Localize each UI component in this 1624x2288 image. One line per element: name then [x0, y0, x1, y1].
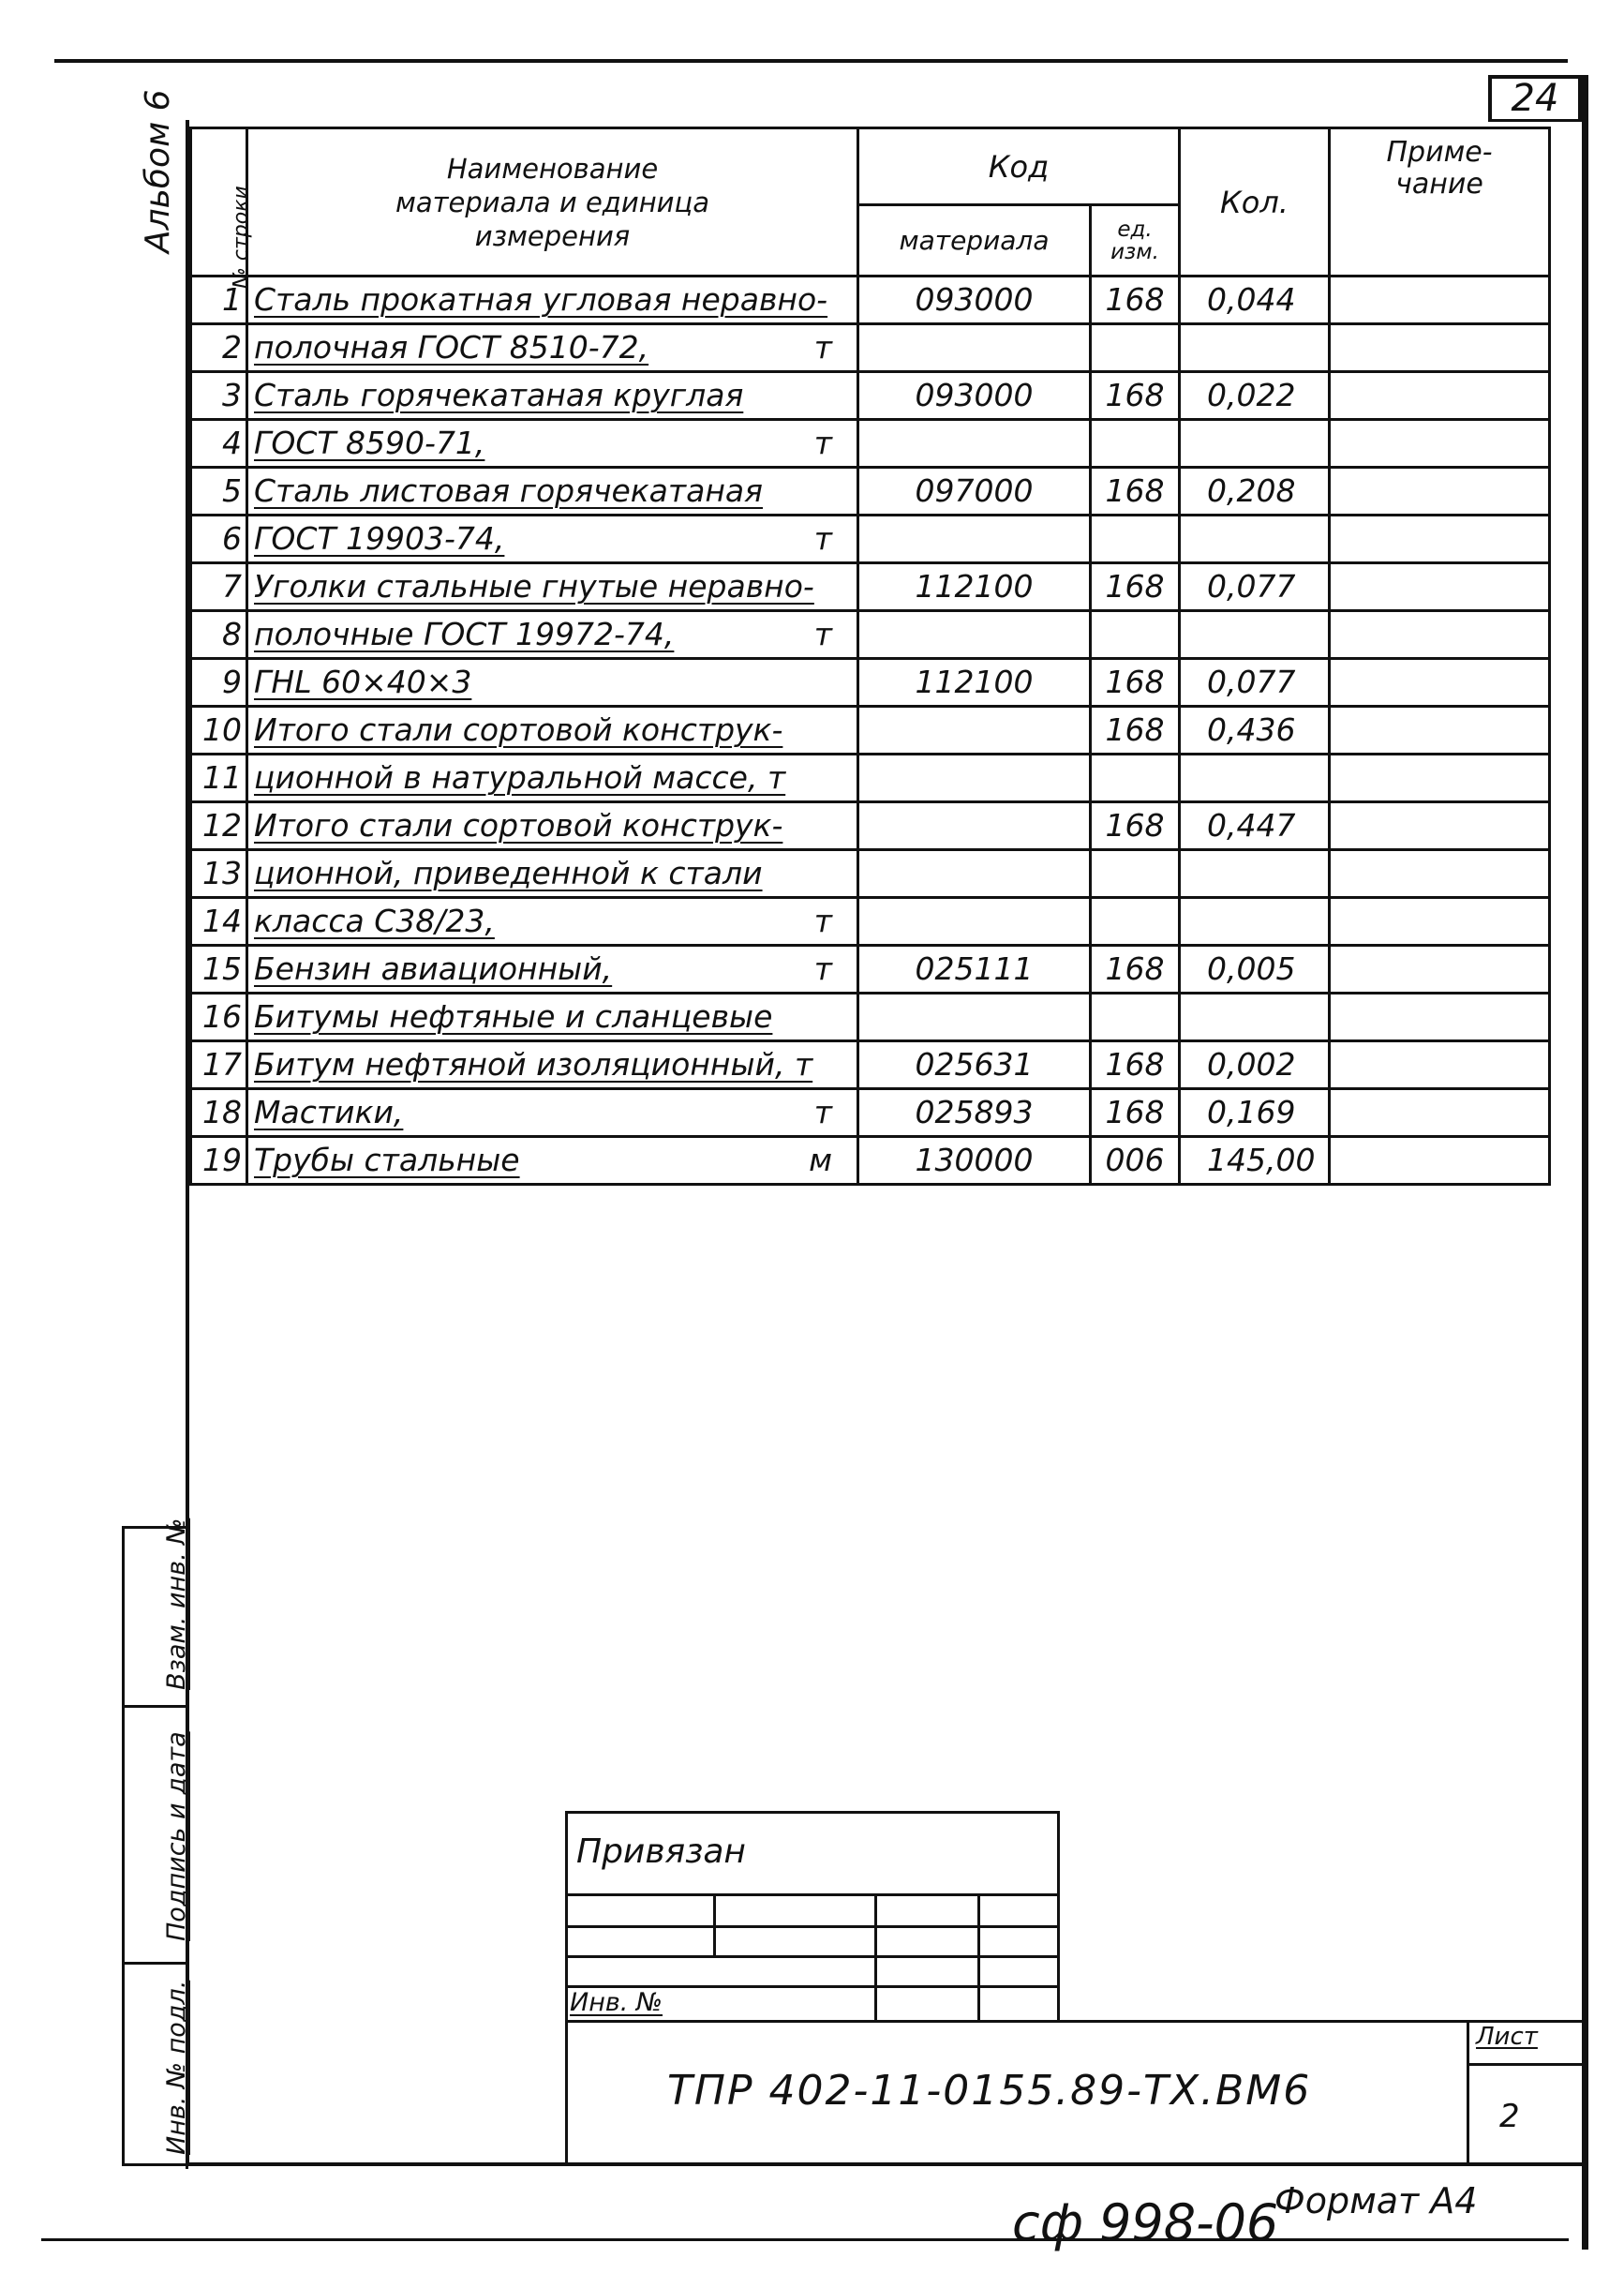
table-row	[191, 563, 1550, 611]
quantity-cell: 145,00	[1180, 1137, 1330, 1185]
sheet-number: 24	[1511, 77, 1559, 120]
row-number-cell: 10	[191, 707, 247, 755]
quantity-cell	[1180, 755, 1330, 802]
note-cell	[1330, 372, 1550, 420]
unit-code-cell	[1091, 850, 1180, 898]
quantity-cell	[1180, 516, 1330, 563]
unit-mark: т	[813, 903, 832, 939]
note-cell	[1330, 1089, 1550, 1137]
material-code-cell	[858, 324, 1091, 372]
binding-label: Привязан	[576, 1832, 746, 1871]
quantity-cell	[1180, 611, 1330, 659]
row-number-cell: 11	[191, 755, 247, 802]
material-code-cell	[858, 420, 1091, 468]
material-name-cell	[247, 946, 858, 994]
note-cell	[1330, 611, 1550, 659]
row-number-cell: 9	[191, 659, 247, 707]
quantity-cell: 0,077	[1180, 659, 1330, 707]
row-number-cell: 6	[191, 516, 247, 563]
row-number-cell: 17	[191, 1041, 247, 1089]
quantity-header: Кол.	[1180, 128, 1330, 277]
table-row	[191, 946, 1550, 994]
unit-mark: т	[813, 950, 832, 987]
note-cell	[1330, 277, 1550, 324]
quantity-cell	[1180, 850, 1330, 898]
quantity-cell: 0,436	[1180, 707, 1330, 755]
material-name-cell	[247, 1089, 858, 1137]
material-name-text: Сталь листовая горячекатаная	[254, 472, 764, 509]
note-header	[1330, 128, 1550, 277]
material-name-text: Сталь горячекатаная круглая	[254, 377, 744, 413]
note-cell	[1330, 468, 1550, 516]
unit-code-cell	[1091, 898, 1180, 946]
quantity-cell	[1180, 994, 1330, 1041]
unit-code-cell	[1091, 994, 1180, 1041]
row-number-cell: 4	[191, 420, 247, 468]
inventory-number-label: Инв. №	[570, 1988, 663, 2017]
table-row	[191, 659, 1550, 707]
unit-mark: т	[813, 1094, 832, 1130]
material-name-text: Трубы стальные	[254, 1142, 520, 1178]
note-cell	[1330, 755, 1550, 802]
format-label: Формат А4	[1274, 2180, 1478, 2221]
material-name-text: ГНL 60×40×3	[254, 664, 472, 700]
table-row	[191, 372, 1550, 420]
material-name-text: Мастики,	[254, 1094, 404, 1130]
material-name-text: полочные ГОСТ 19972-74,	[254, 616, 675, 652]
note-cell	[1330, 1137, 1550, 1185]
note-cell	[1330, 850, 1550, 898]
side-stamp-separator	[125, 1705, 188, 1708]
material-code-header: материала	[858, 205, 1091, 277]
document-designation: ТПР 402-11-0155.89-ТХ.ВМ6	[667, 2067, 1312, 2115]
note-cell	[1330, 898, 1550, 946]
unit-code-cell	[1091, 420, 1180, 468]
table-row	[191, 324, 1550, 372]
material-code-cell	[858, 707, 1091, 755]
material-code-cell	[858, 755, 1091, 802]
material-name-cell	[247, 755, 858, 802]
material-name-text: Итого стали сортовой конструк-	[254, 711, 783, 748]
name-header-line-3: измерения	[474, 219, 631, 252]
unit-code-header	[1091, 205, 1180, 277]
unit-code-cell	[1091, 516, 1180, 563]
unit-code-cell: 168	[1091, 659, 1180, 707]
row-number-cell: 5	[191, 468, 247, 516]
note-cell	[1330, 707, 1550, 755]
row-number-cell: 12	[191, 802, 247, 850]
top-rule	[54, 59, 1568, 63]
row-number-cell: 14	[191, 898, 247, 946]
material-name-text: ГОСТ 8590-71,	[254, 425, 485, 461]
material-name-cell	[247, 468, 858, 516]
side-stamp-separator	[125, 1962, 188, 1965]
material-name-cell	[247, 516, 858, 563]
material-name-text: ционной, приведенной к стали	[254, 855, 763, 891]
quantity-cell: 0,447	[1180, 802, 1330, 850]
material-code-cell	[858, 802, 1091, 850]
unit-code-cell: 168	[1091, 563, 1180, 611]
album-label: Альбом 6	[139, 89, 177, 253]
material-code-cell: 093000	[858, 372, 1091, 420]
row-number-cell: 13	[191, 850, 247, 898]
material-code-cell	[858, 994, 1091, 1041]
row-number-header	[191, 128, 253, 289]
table-row	[191, 898, 1550, 946]
table-row	[191, 1089, 1550, 1137]
note-cell	[1330, 659, 1550, 707]
unit-mark: т	[813, 329, 832, 366]
note-header-line-2: чание	[1395, 168, 1483, 201]
quantity-cell: 0,169	[1180, 1089, 1330, 1137]
note-cell	[1330, 802, 1550, 850]
unit-mark: т	[813, 520, 832, 557]
material-name-text: Сталь прокатная угловая неравно-	[254, 281, 828, 318]
name-header-line-1: Наименование	[446, 152, 659, 185]
row-number-cell: 7	[191, 563, 247, 611]
unit-code-cell: 168	[1091, 468, 1180, 516]
note-cell	[1330, 324, 1550, 372]
table-row	[191, 611, 1550, 659]
table-row	[191, 802, 1550, 850]
note-cell	[1330, 994, 1550, 1041]
unit-code-cell: 006	[1091, 1137, 1180, 1185]
unit-code-cell: 168	[1091, 277, 1180, 324]
archive-code: сф 998-06	[1012, 2193, 1279, 2252]
material-name-cell	[247, 707, 858, 755]
material-code-cell: 130000	[858, 1137, 1091, 1185]
row-number-cell: 3	[191, 372, 247, 420]
note-header-line-1: Приме-	[1386, 136, 1493, 169]
quantity-cell	[1180, 420, 1330, 468]
unit-code-cell: 168	[1091, 372, 1180, 420]
table-row	[191, 994, 1550, 1041]
row-number-cell: 16	[191, 994, 247, 1041]
material-name-cell	[247, 277, 858, 324]
material-name-cell	[247, 994, 858, 1041]
material-code-cell: 025631	[858, 1041, 1091, 1089]
replacement-inventory-label: Взам. инв. №	[162, 1518, 191, 1690]
quantity-cell	[1180, 324, 1330, 372]
table-row	[191, 468, 1550, 516]
material-name-cell	[247, 659, 858, 707]
row-number-cell: 15	[191, 946, 247, 994]
unit-mark: м	[809, 1142, 832, 1178]
material-name-text: Битум нефтяной изоляционный, т	[254, 1046, 813, 1083]
material-name-text: полочная ГОСТ 8510-72,	[254, 329, 649, 366]
quantity-cell	[1180, 898, 1330, 946]
table-row	[191, 1137, 1550, 1185]
note-cell	[1330, 946, 1550, 994]
material-code-cell: 112100	[858, 563, 1091, 611]
unit-code-cell: 168	[1091, 802, 1180, 850]
unit-code-header-line-1: ед.	[1117, 217, 1153, 242]
quantity-cell: 0,002	[1180, 1041, 1330, 1089]
quantity-cell: 0,208	[1180, 468, 1330, 516]
material-name-cell	[247, 324, 858, 372]
unit-code-cell: 168	[1091, 1089, 1180, 1137]
unit-code-cell: 168	[1091, 707, 1180, 755]
material-name-cell	[247, 420, 858, 468]
table-row	[191, 420, 1550, 468]
row-number-header-text: № строки	[230, 186, 253, 289]
material-name-cell	[247, 1137, 858, 1185]
material-name-cell	[247, 802, 858, 850]
quantity-cell: 0,005	[1180, 946, 1330, 994]
material-name-text: Битумы нефтяные и сланцевые	[254, 998, 773, 1035]
material-name-cell	[247, 372, 858, 420]
frame-right-border	[1582, 75, 1588, 2250]
unit-code-cell: 168	[1091, 1041, 1180, 1089]
name-header-line-2: материала и единица	[395, 186, 710, 218]
unit-code-header-line-2: изм.	[1110, 239, 1159, 264]
material-code-cell: 097000	[858, 468, 1091, 516]
note-cell	[1330, 420, 1550, 468]
name-header	[247, 128, 858, 277]
original-inventory-label: Инв. № подл.	[162, 1980, 191, 2155]
material-code-cell	[858, 611, 1091, 659]
materials-table	[189, 127, 1551, 1186]
row-number-cell: 2	[191, 324, 247, 372]
row-number-cell: 19	[191, 1137, 247, 1185]
sheet-value: 2	[1499, 2098, 1520, 2135]
quantity-cell: 0,022	[1180, 372, 1330, 420]
material-name-text: Уголки стальные гнутые неравно-	[254, 568, 814, 605]
material-code-cell: 025893	[858, 1089, 1091, 1137]
table-body	[191, 277, 1550, 1185]
unit-mark: т	[813, 616, 832, 652]
row-number-cell: 8	[191, 611, 247, 659]
code-group-header: Код	[858, 128, 1180, 205]
material-code-cell	[858, 850, 1091, 898]
table-row	[191, 277, 1550, 324]
table-row	[191, 850, 1550, 898]
table-row	[191, 1041, 1550, 1089]
material-name-text: класса С38/23,	[254, 903, 495, 939]
row-number-cell: 1	[191, 277, 247, 324]
table-row	[191, 516, 1550, 563]
material-code-cell: 093000	[858, 277, 1091, 324]
material-code-cell: 025111	[858, 946, 1091, 994]
material-name-cell	[247, 1041, 858, 1089]
note-cell	[1330, 563, 1550, 611]
material-code-cell	[858, 898, 1091, 946]
material-name-cell	[247, 850, 858, 898]
side-stamp-block	[122, 1518, 191, 2166]
material-code-cell: 112100	[858, 659, 1091, 707]
unit-code-cell	[1091, 755, 1180, 802]
table-row	[191, 755, 1550, 802]
material-name-cell	[247, 898, 858, 946]
sheet-number-box	[1488, 75, 1582, 122]
material-name-cell	[247, 611, 858, 659]
material-name-text: ционной в натуральной массе, т	[254, 759, 786, 796]
material-name-text: Бензин авиационный,	[254, 950, 613, 987]
material-code-cell	[858, 516, 1091, 563]
signature-date-label: Подпись и дата	[162, 1731, 191, 1941]
note-cell	[1330, 1041, 1550, 1089]
row-number-cell: 18	[191, 1089, 247, 1137]
unit-code-cell: 168	[1091, 946, 1180, 994]
quantity-cell: 0,077	[1180, 563, 1330, 611]
bottom-rule	[41, 2238, 1569, 2241]
material-name-cell	[247, 563, 858, 611]
unit-mark: т	[813, 425, 832, 461]
unit-code-cell	[1091, 611, 1180, 659]
sheet-label: Лист	[1476, 2023, 1538, 2051]
unit-code-cell	[1091, 324, 1180, 372]
material-name-text: ГОСТ 19903-74,	[254, 520, 505, 557]
note-cell	[1330, 516, 1550, 563]
material-name-text: Итого стали сортовой конструк-	[254, 807, 783, 844]
table-row	[191, 707, 1550, 755]
quantity-cell: 0,044	[1180, 277, 1330, 324]
